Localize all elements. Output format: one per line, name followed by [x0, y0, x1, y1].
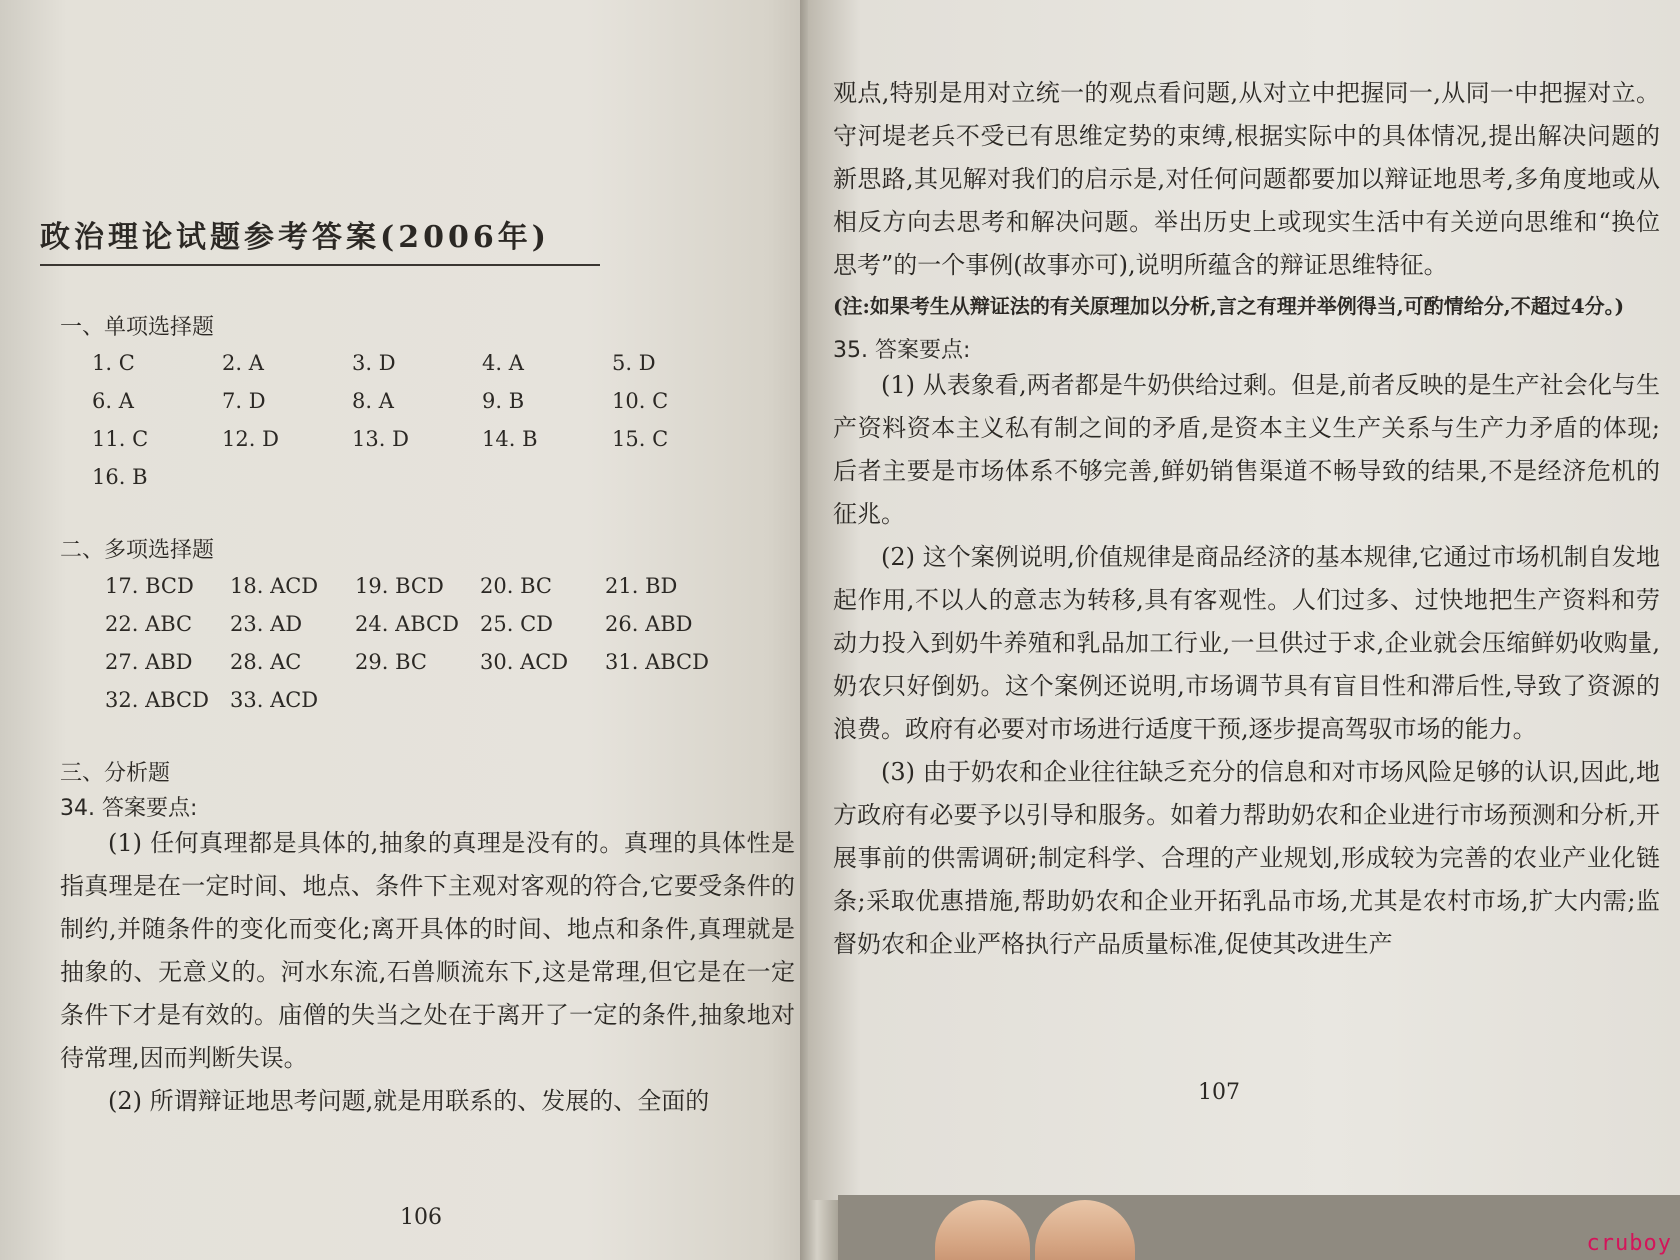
- single-choice-item: 2. A: [222, 351, 264, 375]
- multi-choice-item: 26. ABD: [605, 612, 693, 636]
- q34-continuation: 观点,特别是用对立统一的观点看问题,从对立中把握同一,从同一中把握对立。守河堤老兵不受已有思维定势的束缚,根据实际中的具体情况,提出解决问题的新思路,其见解对我们的启示是,对任何问题都要加以辩证地思考,多角度地或从相反方向去思考和解决问题。举出历史上或现实生活中有关逆向思维和“换位思考”的一个事例(故事亦可),说明所蕴含的辩证思维特征。: [833, 79, 1660, 279]
- multi-choice-item: 30. ACD: [480, 650, 569, 674]
- q35-label: 35. 答案要点:: [833, 338, 971, 363]
- single-choice-item: 9. B: [482, 389, 525, 413]
- multi-choice-item: 29. BC: [355, 650, 427, 674]
- multi-choice-item: 18. ACD: [230, 574, 319, 598]
- section-single-choice-heading: 一、单项选择题: [60, 315, 215, 340]
- single-choice-item: 5. D: [612, 351, 656, 375]
- section-multi-choice-heading: 二、多项选择题: [60, 538, 215, 563]
- section-analysis-heading: 三、分析题: [60, 761, 171, 786]
- q35-paragraph-1: (1) 从表象看,两者都是牛奶供给过剩。但是,前者反映的是生产社会化与生产资料资本主义私有制之间的矛盾,是资本主义生产关系与生产力矛盾的体现;后者主要是市场体系不够完善,鲜奶销售渠道不畅导致的结果,不是经济危机的征兆。: [833, 371, 1660, 528]
- single-choice-item: 14. B: [482, 427, 538, 451]
- q35-paragraph-3: (3) 由于奶农和企业往往缺乏充分的信息和对市场风险足够的认识,因此,地方政府有必要予以引导和服务。如着力帮助奶农和企业进行市场预测和分析,开展事前的供需调研;制定科学、合理的产业规划,形成较为完善的农业产业化链条;采取优惠措施,帮助奶农和企业开拓乳品市场,尤其是农村市场,扩大内需;监督奶农和企业严格执行产品质量标准,促使其改进生产: [833, 758, 1660, 958]
- multi-choice-item: 28. AC: [230, 650, 302, 674]
- single-choice-item: 10. C: [612, 389, 669, 413]
- grading-note: (注:如果考生从辩证法的有关原理加以分析,言之有理并举例得当,可酌情给分,不超过4分。): [833, 294, 1625, 318]
- multi-choice-item: 23. AD: [230, 612, 303, 636]
- q34-label: 34. 答案要点:: [60, 796, 198, 821]
- q35-paragraph-2: (2) 这个案例说明,价值规律是商品经济的基本规律,它通过市场机制自发地起作用,不以人的意志为转移,具有客观性。人们过多、过快地把生产资料和劳动力投入到奶牛养殖和乳品加工行业,一旦供过于求,企业就会压缩鲜奶收购量,奶农只好倒奶。这个案例还说明,市场调节具有盲目性和滞后性,导致了资源的浪费。政府有必要对市场进行适度干预,逐步提高驾驭市场的能力。: [833, 543, 1660, 743]
- single-choice-item: 11. C: [92, 427, 149, 451]
- single-choice-item: 6. A: [92, 389, 134, 413]
- multi-choice-item: 27. ABD: [105, 650, 193, 674]
- multi-choice-item: 22. ABC: [105, 612, 193, 636]
- single-choice-item: 4. A: [482, 351, 524, 375]
- multi-choice-item: 21. BD: [605, 574, 678, 598]
- multi-choice-item: 19. BCD: [355, 574, 444, 598]
- multi-choice-item: 32. ABCD: [105, 688, 209, 712]
- single-choice-item: 16. B: [92, 465, 148, 489]
- page-number-right: 107: [1198, 1080, 1240, 1105]
- page-number-left: 106: [400, 1205, 442, 1230]
- single-choice-item: 1. C: [92, 351, 135, 375]
- multi-choice-item: 33. ACD: [230, 688, 319, 712]
- single-choice-item: 13. D: [352, 427, 409, 451]
- single-choice-item: 8. A: [352, 389, 394, 413]
- right-page: [808, 0, 1680, 1200]
- page-title: 政治理论试题参考答案(2006年): [40, 212, 600, 266]
- q34-paragraph-2: (2) 所谓辩证地思考问题,就是用联系的、发展的、全面的: [108, 1087, 710, 1115]
- multi-choice-answers: [105, 574, 795, 712]
- single-choice-item: 3. D: [352, 351, 396, 375]
- multi-choice-item: 31. ABCD: [605, 650, 709, 674]
- multi-choice-item: 20. BC: [480, 574, 552, 598]
- multi-choice-item: 24. ABCD: [355, 612, 459, 636]
- single-choice-item: 12. D: [222, 427, 279, 451]
- multi-choice-item: 25. CD: [480, 612, 553, 636]
- single-choice-item: 7. D: [222, 389, 266, 413]
- single-choice-answers: [92, 351, 795, 489]
- watermark-text: cruboy: [1586, 1231, 1672, 1256]
- single-choice-item: 15. C: [612, 427, 669, 451]
- left-page: [0, 0, 835, 1260]
- multi-choice-item: 17. BCD: [105, 574, 194, 598]
- q34-paragraph-1: (1) 任何真理都是具体的,抽象的真理是没有的。真理的具体性是指真理是在一定时间、地点、条件下主观对客观的符合,它要受条件的制约,并随条件的变化而变化;离开具体的时间、地点和条件,真理就是抽象的、无意义的。河水东流,石兽顺流东下,这是常理,但它是在一定条件下才是有效的。庙僧的失当之处在于离开了一定的条件,抽象地对待常理,因而判断失误。: [60, 829, 795, 1072]
